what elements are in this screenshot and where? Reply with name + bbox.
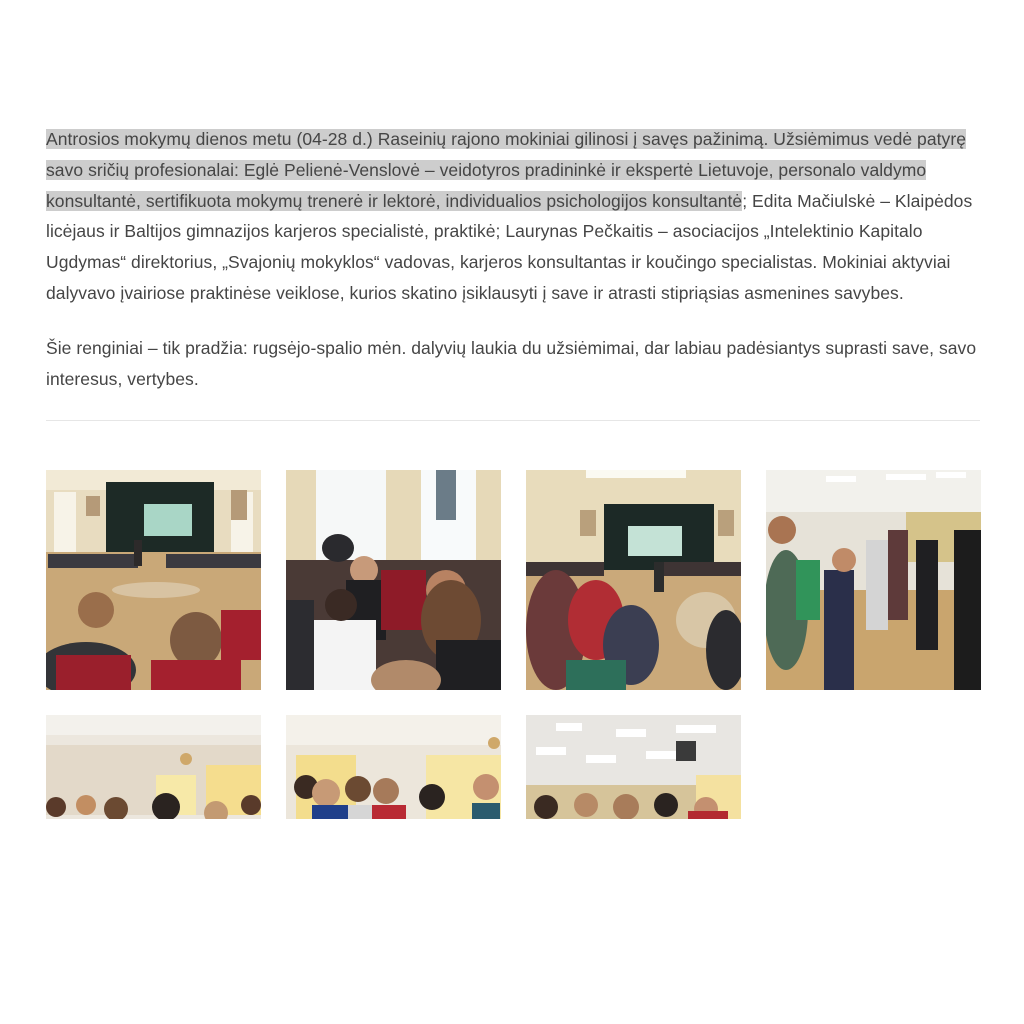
highlighted-text: Antrosios mokymų dienos metu (04-28 d.) Raseinių rajono mokiniai gilinosi į savęs pažinimą. Užsiėmimus vedė patyrę savo sričių profesionalai: Eglė Pelienė-Venslovė – veidotyros pradininkė ir ekspertė Lietuvoje, personalo valdymo konsultantė, sertifikuota mokymų trenerė ir lektorė, individualios psichologijos konsultantė xyxy=(46,129,966,211)
gallery-photo-1[interactable] xyxy=(46,470,261,690)
posing-students-photo xyxy=(286,715,501,819)
gallery-photo-2[interactable] xyxy=(286,470,501,690)
auditorium-floor-photo xyxy=(526,470,741,690)
gallery-photo-4[interactable] xyxy=(766,470,981,690)
article-body xyxy=(46,124,980,421)
article-paragraph-1 xyxy=(46,124,980,309)
divider xyxy=(46,420,980,421)
gallery-photo-3[interactable] xyxy=(526,470,741,690)
classroom-photo xyxy=(46,715,261,819)
gallery-photo-7[interactable] xyxy=(526,715,741,819)
gallery-photo-6[interactable] xyxy=(286,715,501,819)
standing-students-photo xyxy=(766,470,981,690)
auditorium-photo xyxy=(46,470,261,690)
students-photo xyxy=(286,470,501,690)
hall-crowd-photo xyxy=(526,715,741,819)
paragraph-1-text: ; Edita Mačiulskė – Klaipėdos licėjaus ir Baltijos gimnazijos karjeros specialistė, praktikė; Laurynas Pečkaitis – asociacijos „Intelektinio Kapitalo Ugdymas“ direktorius, „Svajonių mokyklos“ vadovas, karjeros konsultantas ir koučingo specialistas. Mokiniai aktyviai dalyvavo įvairiose praktinėse veiklose, kurios skatino įsiklausyti į save ir atrasti stipriąsias asmenines savybes. xyxy=(46,190,973,303)
article-paragraph-2: Šie renginiai – tik pradžia: rugsėjo-spalio mėn. dalyvių laukia du užsiėmimai, dar labiau padėsiantys suprasti save, savo interesus, vertybes. xyxy=(46,337,977,389)
gallery-photo-5[interactable] xyxy=(46,715,261,819)
